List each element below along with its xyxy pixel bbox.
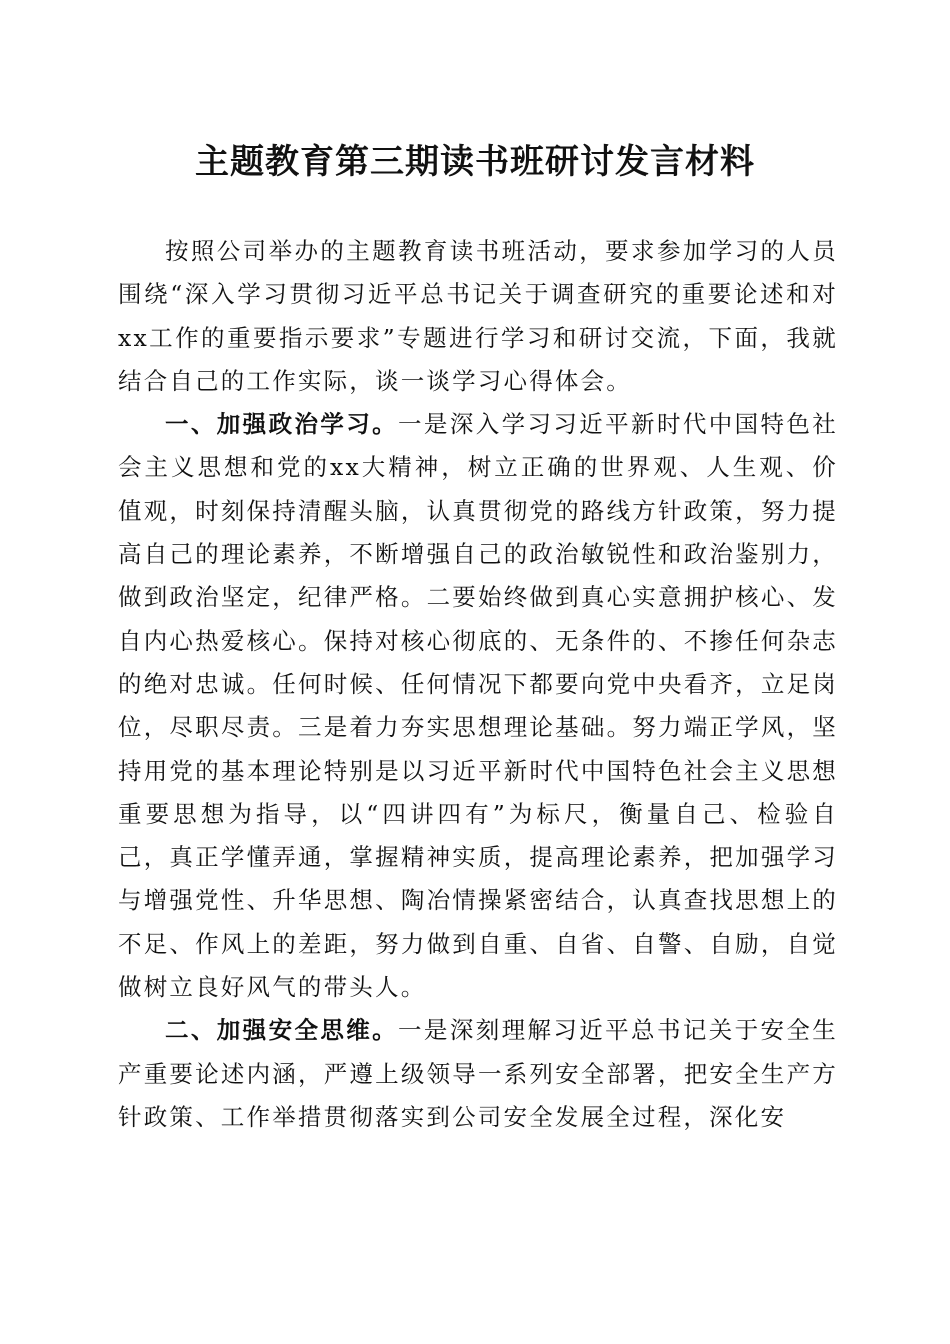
intro-paragraph-text: 按照公司举办的主题教育读书班活动，要求参加学习的人员围绕“深入学习贯彻习近平总书记关于调查研究的重要论述和对xx工作的重要指示要求”专题进行学习和研讨交流，下面，我就结合自己的工作实际，谈一谈学习心得体会。 (118, 237, 838, 395)
section-two-heading: 二、加强安全思维。 (165, 1016, 399, 1045)
intro-paragraph (118, 230, 838, 403)
section-one-text: 一是深入学习习近平新时代中国特色社会主义思想和党的xx大精神，树立正确的世界观、人生观、价值观，时刻保持清醒头脑，认真贯彻党的路线方针政策，努力提高自己的理论素养，不断增强自己的政治敏锐性和政治鉴别力，做到政治坚定，纪律严格。二要始终做到真心实意拥护核心、发自内心热爱核心。保持对核心彻底的、无条件的、不掺任何杂志的绝对忠诚。任何时候、任何情况下都要向党中央看齐，立足岗位，尽职尽责。三是着力夯实思想理论基础。努力端正学风，坚持用党的基本理论特别是以习近平新时代中国特色社会主义思想重要思想为指导，以“四讲四有”为标尺，衡量自己、检验自己，真正学懂弄通，掌握精神实质，提高理论素养，把加强学习与增强党性、升华思想、陶冶情操紧密结合，认真查找思想上的不足、作风上的差距，努力做到自重、自省、自警、自励，自觉做树立良好风气的带头人。 (118, 410, 838, 1002)
document-title: 主题教育第三期读书班研讨发言材料 (195, 142, 755, 182)
section-two-paragraph (118, 1009, 838, 1139)
document-body (118, 230, 838, 1139)
section-one-heading: 一、加强政治学习。 (165, 410, 399, 439)
section-two-text: 一是深刻理解习近平总书记关于安全生产重要论述内涵，严遵上级领导一系列安全部署，把安全生产方针政策、工作举措贯彻落实到公司安全发展全过程，深化安 (118, 1016, 838, 1131)
section-one-paragraph (118, 403, 838, 1009)
